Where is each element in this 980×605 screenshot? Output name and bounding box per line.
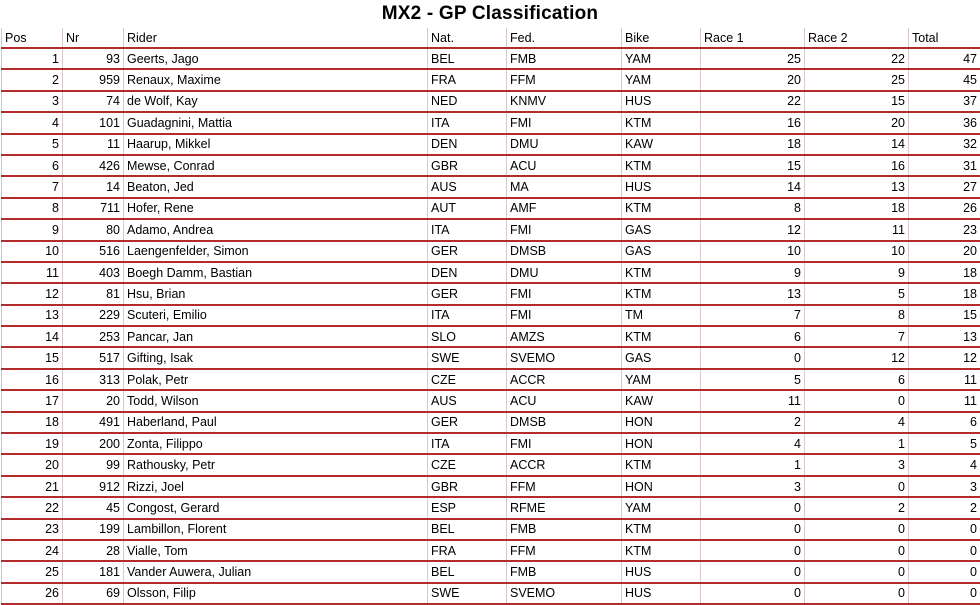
- cell-race2: 0: [805, 540, 909, 561]
- cell-rider: Hsu, Brian: [124, 283, 428, 304]
- cell-nr: 516: [63, 241, 124, 262]
- cell-race1: 0: [701, 540, 805, 561]
- cell-total: 23: [909, 219, 980, 240]
- cell-nr: 93: [63, 48, 124, 69]
- column-header-nr: Nr: [63, 28, 124, 48]
- cell-fed: AMZS: [507, 326, 622, 347]
- cell-bike: KAW: [622, 134, 701, 155]
- cell-nat: GBR: [428, 155, 507, 176]
- cell-race2: 0: [805, 390, 909, 411]
- cell-pos: 16: [2, 369, 63, 390]
- cell-bike: YAM: [622, 369, 701, 390]
- cell-fed: FMI: [507, 305, 622, 326]
- table-row: [2, 540, 980, 561]
- cell-nr: 711: [63, 198, 124, 219]
- cell-nr: 99: [63, 454, 124, 475]
- cell-nat: DEN: [428, 262, 507, 283]
- cell-total: 3: [909, 476, 980, 497]
- cell-race1: 2: [701, 412, 805, 433]
- cell-nr: 69: [63, 583, 124, 604]
- cell-fed: FMB: [507, 519, 622, 540]
- cell-nat: CZE: [428, 454, 507, 475]
- cell-nr: 45: [63, 497, 124, 518]
- cell-race2: 20: [805, 112, 909, 133]
- cell-race2: 22: [805, 48, 909, 69]
- cell-bike: KTM: [622, 112, 701, 133]
- cell-rider: Haberland, Paul: [124, 412, 428, 433]
- cell-nr: 229: [63, 305, 124, 326]
- cell-rider: Lambillon, Florent: [124, 519, 428, 540]
- cell-total: 5: [909, 433, 980, 454]
- cell-race1: 0: [701, 347, 805, 368]
- cell-race2: 6: [805, 369, 909, 390]
- cell-total: 11: [909, 369, 980, 390]
- cell-rider: Rathousky, Petr: [124, 454, 428, 475]
- cell-fed: DMU: [507, 134, 622, 155]
- cell-fed: KNMV: [507, 91, 622, 112]
- cell-bike: GAS: [622, 347, 701, 368]
- cell-pos: 13: [2, 305, 63, 326]
- cell-pos: 4: [2, 112, 63, 133]
- cell-pos: 10: [2, 241, 63, 262]
- cell-total: 45: [909, 69, 980, 90]
- cell-race2: 0: [805, 561, 909, 582]
- cell-bike: HUS: [622, 91, 701, 112]
- cell-pos: 19: [2, 433, 63, 454]
- cell-race1: 0: [701, 561, 805, 582]
- table-row: [2, 454, 980, 475]
- cell-fed: FMI: [507, 219, 622, 240]
- column-header-total: Total: [909, 28, 980, 48]
- cell-fed: ACCR: [507, 369, 622, 390]
- cell-race1: 13: [701, 283, 805, 304]
- cell-nat: AUT: [428, 198, 507, 219]
- cell-pos: 25: [2, 561, 63, 582]
- cell-pos: 21: [2, 476, 63, 497]
- cell-pos: 15: [2, 347, 63, 368]
- cell-race2: 15: [805, 91, 909, 112]
- cell-pos: 8: [2, 198, 63, 219]
- cell-race1: 12: [701, 219, 805, 240]
- table-row: [2, 155, 980, 176]
- cell-race1: 8: [701, 198, 805, 219]
- table-row: [2, 262, 980, 283]
- cell-rider: Scuteri, Emilio: [124, 305, 428, 326]
- cell-race2: 11: [805, 219, 909, 240]
- cell-rider: Olsson, Filip: [124, 583, 428, 604]
- cell-bike: HUS: [622, 583, 701, 604]
- cell-nr: 426: [63, 155, 124, 176]
- cell-pos: 1: [2, 48, 63, 69]
- cell-bike: HUS: [622, 176, 701, 197]
- cell-total: 26: [909, 198, 980, 219]
- cell-total: 12: [909, 347, 980, 368]
- cell-bike: KTM: [622, 262, 701, 283]
- cell-race1: 6: [701, 326, 805, 347]
- table-row: [2, 241, 980, 262]
- cell-total: 15: [909, 305, 980, 326]
- cell-bike: HON: [622, 476, 701, 497]
- cell-race2: 5: [805, 283, 909, 304]
- cell-nat: BEL: [428, 561, 507, 582]
- table-row: [2, 583, 980, 604]
- cell-nr: 28: [63, 540, 124, 561]
- cell-rider: Todd, Wilson: [124, 390, 428, 411]
- table-row: [2, 497, 980, 518]
- cell-nat: FRA: [428, 69, 507, 90]
- cell-fed: DMSB: [507, 412, 622, 433]
- cell-fed: ACCR: [507, 454, 622, 475]
- cell-race2: 13: [805, 176, 909, 197]
- cell-race2: 4: [805, 412, 909, 433]
- cell-nr: 200: [63, 433, 124, 454]
- cell-rider: Congost, Gerard: [124, 497, 428, 518]
- cell-nat: SWE: [428, 583, 507, 604]
- cell-nr: 313: [63, 369, 124, 390]
- cell-race1: 14: [701, 176, 805, 197]
- cell-bike: KTM: [622, 519, 701, 540]
- cell-nat: GER: [428, 283, 507, 304]
- cell-race1: 20: [701, 69, 805, 90]
- cell-total: 13: [909, 326, 980, 347]
- table-row: [2, 369, 980, 390]
- table-row: [2, 519, 980, 540]
- cell-nat: GER: [428, 412, 507, 433]
- cell-race1: 9: [701, 262, 805, 283]
- cell-rider: Laengenfelder, Simon: [124, 241, 428, 262]
- cell-fed: FFM: [507, 476, 622, 497]
- cell-race1: 1: [701, 454, 805, 475]
- cell-total: 47: [909, 48, 980, 69]
- cell-pos: 26: [2, 583, 63, 604]
- cell-race2: 0: [805, 519, 909, 540]
- cell-fed: DMSB: [507, 241, 622, 262]
- column-header-bike: Bike: [622, 28, 701, 48]
- cell-race1: 7: [701, 305, 805, 326]
- cell-pos: 7: [2, 176, 63, 197]
- cell-bike: HUS: [622, 561, 701, 582]
- cell-bike: KTM: [622, 454, 701, 475]
- classification-table: [1, 28, 980, 605]
- cell-bike: HON: [622, 433, 701, 454]
- cell-bike: KTM: [622, 326, 701, 347]
- cell-race2: 25: [805, 69, 909, 90]
- cell-nat: SLO: [428, 326, 507, 347]
- table-row: [2, 198, 980, 219]
- cell-bike: GAS: [622, 219, 701, 240]
- cell-race1: 15: [701, 155, 805, 176]
- cell-pos: 20: [2, 454, 63, 475]
- cell-bike: KTM: [622, 540, 701, 561]
- page-title: MX2 - GP Classification: [0, 0, 980, 28]
- cell-pos: 9: [2, 219, 63, 240]
- cell-pos: 14: [2, 326, 63, 347]
- table-row: [2, 412, 980, 433]
- cell-nat: ITA: [428, 219, 507, 240]
- cell-pos: 22: [2, 497, 63, 518]
- cell-rider: Haarup, Mikkel: [124, 134, 428, 155]
- column-header-race2: Race 2: [805, 28, 909, 48]
- cell-total: 36: [909, 112, 980, 133]
- table-row: [2, 134, 980, 155]
- cell-total: 2: [909, 497, 980, 518]
- cell-rider: Vander Auwera, Julian: [124, 561, 428, 582]
- cell-nat: GER: [428, 241, 507, 262]
- cell-nr: 403: [63, 262, 124, 283]
- cell-pos: 17: [2, 390, 63, 411]
- cell-fed: SVEMO: [507, 347, 622, 368]
- cell-rider: Rizzi, Joel: [124, 476, 428, 497]
- table-row: [2, 91, 980, 112]
- cell-nat: ITA: [428, 433, 507, 454]
- cell-pos: 5: [2, 134, 63, 155]
- cell-race2: 14: [805, 134, 909, 155]
- cell-bike: KAW: [622, 390, 701, 411]
- cell-nr: 20: [63, 390, 124, 411]
- cell-fed: FMI: [507, 433, 622, 454]
- table-row: [2, 305, 980, 326]
- table-row: [2, 433, 980, 454]
- cell-race1: 4: [701, 433, 805, 454]
- cell-nr: 74: [63, 91, 124, 112]
- cell-race1: 0: [701, 497, 805, 518]
- cell-rider: Gifting, Isak: [124, 347, 428, 368]
- cell-rider: Mewse, Conrad: [124, 155, 428, 176]
- cell-nr: 80: [63, 219, 124, 240]
- cell-nat: NED: [428, 91, 507, 112]
- cell-bike: YAM: [622, 497, 701, 518]
- cell-race1: 3: [701, 476, 805, 497]
- cell-race2: 12: [805, 347, 909, 368]
- cell-rider: Guadagnini, Mattia: [124, 112, 428, 133]
- cell-fed: DMU: [507, 262, 622, 283]
- cell-total: 6: [909, 412, 980, 433]
- cell-pos: 18: [2, 412, 63, 433]
- cell-race1: 25: [701, 48, 805, 69]
- cell-nr: 11: [63, 134, 124, 155]
- cell-rider: Polak, Petr: [124, 369, 428, 390]
- cell-race2: 9: [805, 262, 909, 283]
- cell-rider: Geerts, Jago: [124, 48, 428, 69]
- cell-bike: KTM: [622, 283, 701, 304]
- cell-nr: 14: [63, 176, 124, 197]
- cell-race2: 10: [805, 241, 909, 262]
- cell-nr: 959: [63, 69, 124, 90]
- cell-pos: 2: [2, 69, 63, 90]
- cell-race2: 0: [805, 583, 909, 604]
- cell-fed: FMB: [507, 561, 622, 582]
- table-row: [2, 283, 980, 304]
- cell-nr: 517: [63, 347, 124, 368]
- cell-nat: BEL: [428, 48, 507, 69]
- cell-bike: KTM: [622, 155, 701, 176]
- table-row: [2, 112, 980, 133]
- cell-rider: de Wolf, Kay: [124, 91, 428, 112]
- cell-race1: 11: [701, 390, 805, 411]
- cell-nat: AUS: [428, 390, 507, 411]
- cell-fed: ACU: [507, 155, 622, 176]
- cell-nr: 199: [63, 519, 124, 540]
- cell-pos: 3: [2, 91, 63, 112]
- cell-total: 18: [909, 283, 980, 304]
- cell-fed: RFME: [507, 497, 622, 518]
- cell-bike: HON: [622, 412, 701, 433]
- cell-fed: FMI: [507, 283, 622, 304]
- cell-race2: 16: [805, 155, 909, 176]
- cell-pos: 11: [2, 262, 63, 283]
- cell-nr: 912: [63, 476, 124, 497]
- cell-bike: KTM: [622, 198, 701, 219]
- table-row: [2, 219, 980, 240]
- cell-bike: GAS: [622, 241, 701, 262]
- table-row: [2, 561, 980, 582]
- column-header-pos: Pos: [2, 28, 63, 48]
- cell-rider: Pancar, Jan: [124, 326, 428, 347]
- table-row: [2, 48, 980, 69]
- cell-fed: FMI: [507, 112, 622, 133]
- cell-race2: 1: [805, 433, 909, 454]
- cell-nr: 81: [63, 283, 124, 304]
- cell-bike: TM: [622, 305, 701, 326]
- cell-nr: 181: [63, 561, 124, 582]
- cell-race2: 8: [805, 305, 909, 326]
- cell-race1: 10: [701, 241, 805, 262]
- cell-nat: ITA: [428, 305, 507, 326]
- table-row: [2, 69, 980, 90]
- cell-total: 0: [909, 583, 980, 604]
- cell-rider: Boegh Damm, Bastian: [124, 262, 428, 283]
- cell-nat: DEN: [428, 134, 507, 155]
- cell-race2: 3: [805, 454, 909, 475]
- cell-total: 32: [909, 134, 980, 155]
- table-row: [2, 347, 980, 368]
- table-row: [2, 390, 980, 411]
- cell-total: 0: [909, 561, 980, 582]
- cell-total: 37: [909, 91, 980, 112]
- cell-race1: 0: [701, 519, 805, 540]
- cell-pos: 24: [2, 540, 63, 561]
- cell-rider: Zonta, Filippo: [124, 433, 428, 454]
- cell-pos: 23: [2, 519, 63, 540]
- cell-pos: 12: [2, 283, 63, 304]
- table-row: [2, 176, 980, 197]
- cell-fed: ACU: [507, 390, 622, 411]
- cell-nr: 491: [63, 412, 124, 433]
- cell-race1: 22: [701, 91, 805, 112]
- cell-race1: 16: [701, 112, 805, 133]
- column-header-race1: Race 1: [701, 28, 805, 48]
- cell-race2: 0: [805, 476, 909, 497]
- cell-nat: BEL: [428, 519, 507, 540]
- cell-fed: FFM: [507, 69, 622, 90]
- cell-total: 0: [909, 519, 980, 540]
- cell-total: 18: [909, 262, 980, 283]
- cell-nat: SWE: [428, 347, 507, 368]
- table-body: [2, 48, 980, 604]
- cell-nat: CZE: [428, 369, 507, 390]
- cell-rider: Adamo, Andrea: [124, 219, 428, 240]
- cell-fed: FFM: [507, 540, 622, 561]
- cell-total: 20: [909, 241, 980, 262]
- cell-nat: AUS: [428, 176, 507, 197]
- cell-total: 0: [909, 540, 980, 561]
- column-header-nat: Nat.: [428, 28, 507, 48]
- cell-total: 27: [909, 176, 980, 197]
- cell-total: 11: [909, 390, 980, 411]
- cell-nat: ITA: [428, 112, 507, 133]
- cell-fed: AMF: [507, 198, 622, 219]
- cell-fed: MA: [507, 176, 622, 197]
- header-row: [2, 28, 980, 48]
- cell-nat: FRA: [428, 540, 507, 561]
- cell-race2: 7: [805, 326, 909, 347]
- cell-rider: Renaux, Maxime: [124, 69, 428, 90]
- cell-nr: 253: [63, 326, 124, 347]
- cell-fed: FMB: [507, 48, 622, 69]
- column-header-rider: Rider: [124, 28, 428, 48]
- cell-rider: Hofer, Rene: [124, 198, 428, 219]
- cell-pos: 6: [2, 155, 63, 176]
- table-row: [2, 326, 980, 347]
- column-header-fed: Fed.: [507, 28, 622, 48]
- cell-race2: 2: [805, 497, 909, 518]
- cell-total: 31: [909, 155, 980, 176]
- table-row: [2, 476, 980, 497]
- cell-nr: 101: [63, 112, 124, 133]
- cell-rider: Vialle, Tom: [124, 540, 428, 561]
- cell-fed: SVEMO: [507, 583, 622, 604]
- cell-total: 4: [909, 454, 980, 475]
- cell-race1: 0: [701, 583, 805, 604]
- cell-bike: YAM: [622, 48, 701, 69]
- cell-rider: Beaton, Jed: [124, 176, 428, 197]
- cell-race1: 5: [701, 369, 805, 390]
- cell-bike: YAM: [622, 69, 701, 90]
- cell-nat: GBR: [428, 476, 507, 497]
- cell-race2: 18: [805, 198, 909, 219]
- cell-nat: ESP: [428, 497, 507, 518]
- cell-race1: 18: [701, 134, 805, 155]
